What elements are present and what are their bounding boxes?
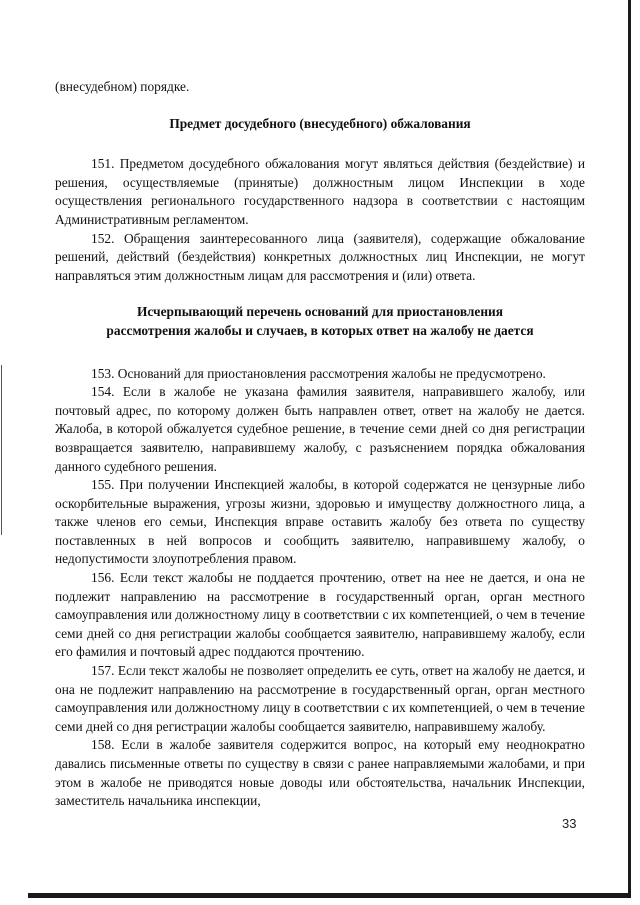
heading-line: Исчерпывающий перечень оснований для приостановления bbox=[136, 304, 504, 320]
paragraph-152: 152. Обращения заинтересованного лица (заявителя), содержащие обжалование решений, действий (бездействия) конкретных должностных лиц Инспекции, не могут направляться этим должностным лицам для рассмотрения и (или) ответа. bbox=[55, 230, 585, 283]
section-heading-suspension-grounds bbox=[55, 303, 585, 340]
paragraph-153: 153. Оснований для приостановления рассмотрения жалобы не предусмотрено. bbox=[91, 365, 546, 381]
continuation-text: (внесудебном) порядке. bbox=[55, 79, 190, 94]
heading-line: рассмотрения жалобы и случаев, в которых ответ на жалобу не дается bbox=[106, 322, 534, 338]
paragraph-157: 157. Если текст жалобы не позволяет определить ее суть, ответ на жалобу не дается, и она не подлежит направлению на рассмотрение в государственный орган, орган местного самоуправления или должностному лицу в соответствии с их компетенцией, о чем в течение семи дней со дня регистрации жалобы сообщается заявителю, направившему жалобу. bbox=[55, 663, 585, 734]
document-body bbox=[55, 78, 585, 811]
paragraph-158: 158. Если в жалобе заявителя содержится вопрос, на который ему неоднократно давались письменные ответы по существу в связи с ранее направляемыми жалобами, и при этом в жалобе не приводятся новые доводы или обстоятельства, начальник Инспекции, заместитель начальника инспекции, bbox=[55, 737, 585, 809]
paragraph-156: 156. Если текст жалобы не поддается прочтению, ответ на нее не дается, и она не подлежит направлению на рассмотрение в государственный орган, орган местного самоуправления или должностному лицу в соответствии с их компетенцией, о чем в течение семи дней со дня регистрации жалобы сообщается заявителю, направившему жалобу, если его фамилия и почтовый адрес поддаются прочтению. bbox=[55, 570, 585, 660]
section-heading-appeal-subject: Предмет досудебного (внесудебного) обжалования bbox=[169, 115, 471, 131]
page-edge-left-mark bbox=[1, 365, 2, 535]
paragraph-151: 151. Предметом досудебного обжалования могут являться действия (бездействие) и решения, осуществляемые (принятые) должностным лицом Инспекции в ходе осуществления регионального государственного надзора в соответствии с настоящим Административным регламентом. bbox=[55, 156, 585, 227]
page-edge-right bbox=[628, 0, 631, 893]
paragraph-155: 155. При получении Инспекцией жалобы, в которой содержатся не цензурные либо оскорбительные выражения, угрозы жизни, здоровью и имуществу должностного лица, а также членов его семьи, Инспекция вправе оставить жалобу без ответа по существу поставленных в ней вопросов и сообщить заявителю, направившему жалобу, о недопустимости злоупотребления правом. bbox=[55, 477, 585, 567]
page-number: 33 bbox=[562, 816, 577, 831]
paragraph-154: 154. Если в жалобе не указана фамилия заявителя, направившего жалобу, или почтовый адрес, по которому должен быть направлен ответ, ответ на жалобу не дается. Жалоба, в которой обжалуется судебное решение, в течение семи дней со дня регистрации возвращается заявителю, направившему жалобу, с разъяснением порядка обжалования данного судебного решения. bbox=[55, 384, 585, 474]
page-edge-bottom bbox=[28, 893, 631, 898]
